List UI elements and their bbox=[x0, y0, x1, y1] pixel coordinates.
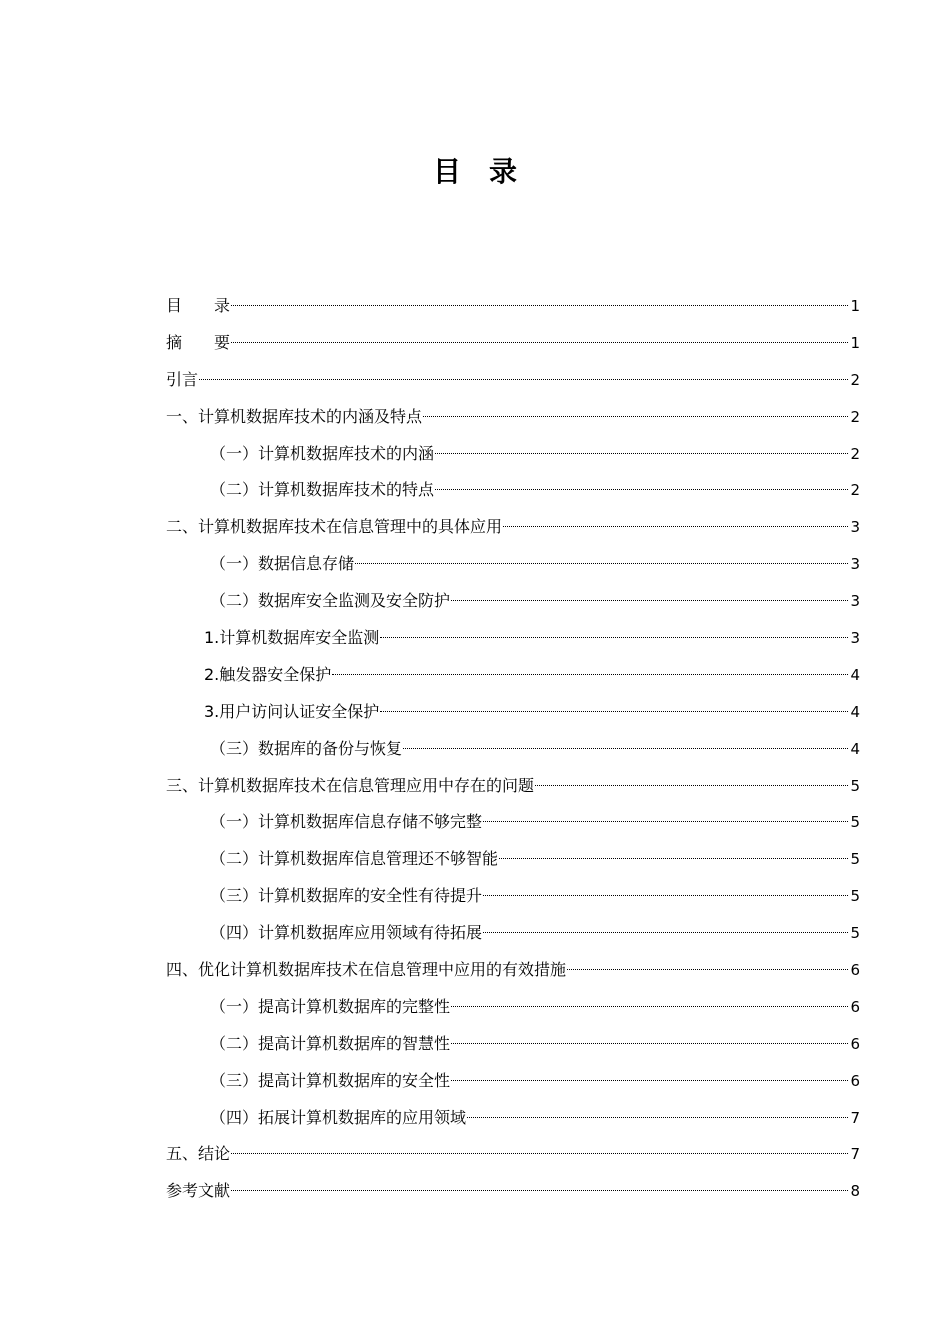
toc-entry[interactable] bbox=[166, 878, 860, 915]
toc-entry[interactable] bbox=[166, 915, 860, 952]
toc-page-number: 5 bbox=[850, 850, 860, 869]
toc-dot-leader bbox=[451, 1006, 848, 1007]
toc-entry[interactable] bbox=[166, 952, 860, 989]
toc-page-number: 5 bbox=[850, 887, 860, 906]
toc-entry-label: （二）提高计算机数据库的智慧性 bbox=[210, 1033, 451, 1053]
toc-page-number: 1 bbox=[850, 333, 860, 352]
toc-entry-label: （二）计算机数据库技术的特点 bbox=[210, 480, 435, 500]
toc-entry[interactable] bbox=[166, 472, 860, 509]
table-of-contents bbox=[166, 288, 860, 1210]
toc-page-number: 4 bbox=[850, 702, 860, 721]
toc-entry-label: 一、计算机数据库技术的内涵及特点 bbox=[166, 406, 423, 426]
toc-entry[interactable] bbox=[166, 1173, 860, 1210]
toc-entry[interactable] bbox=[166, 694, 860, 731]
toc-dot-leader bbox=[503, 526, 848, 527]
toc-entry-label: （一）计算机数据库信息存储不够完整 bbox=[210, 812, 483, 832]
toc-dot-leader bbox=[483, 932, 848, 933]
toc-entry-label: （四）拓展计算机数据库的应用领域 bbox=[210, 1107, 467, 1127]
toc-entry-label: 四、优化计算机数据库技术在信息管理中应用的有效措施 bbox=[166, 960, 567, 980]
toc-dot-leader bbox=[435, 489, 848, 490]
toc-dot-leader bbox=[535, 785, 848, 786]
toc-dot-leader bbox=[483, 821, 848, 822]
toc-entry[interactable] bbox=[166, 288, 860, 325]
toc-entry-label: （一）提高计算机数据库的完整性 bbox=[210, 996, 451, 1016]
toc-page-number: 4 bbox=[850, 665, 860, 684]
toc-dot-leader bbox=[403, 748, 848, 749]
toc-page-number: 8 bbox=[850, 1182, 860, 1201]
toc-page-number: 2 bbox=[850, 370, 860, 389]
toc-entry-label: 摘 要 bbox=[166, 332, 231, 352]
toc-entry-label: 二、计算机数据库技术在信息管理中的具体应用 bbox=[166, 517, 503, 537]
toc-entry[interactable] bbox=[166, 804, 860, 841]
toc-page-number: 6 bbox=[850, 1034, 860, 1053]
toc-entry-label: 2.触发器安全保护 bbox=[204, 664, 332, 684]
toc-dot-leader bbox=[483, 895, 848, 896]
toc-entry-label: （二）计算机数据库信息管理还不够智能 bbox=[210, 849, 499, 869]
toc-dot-leader bbox=[380, 637, 848, 638]
toc-entry-label: 三、计算机数据库技术在信息管理应用中存在的问题 bbox=[166, 775, 535, 795]
toc-dot-leader bbox=[332, 674, 848, 675]
toc-entry-label: （三）计算机数据库的安全性有待提升 bbox=[210, 886, 483, 906]
toc-entry-label: （三）数据库的备份与恢复 bbox=[210, 738, 403, 758]
toc-entry[interactable] bbox=[166, 657, 860, 694]
toc-dot-leader bbox=[231, 1153, 848, 1154]
toc-entry[interactable] bbox=[166, 509, 860, 546]
toc-entry-label: （一）计算机数据库技术的内涵 bbox=[210, 443, 435, 463]
toc-dot-leader bbox=[199, 379, 848, 380]
toc-entry[interactable] bbox=[166, 1026, 860, 1063]
toc-page-number: 6 bbox=[850, 1071, 860, 1090]
toc-page-number: 6 bbox=[850, 961, 860, 980]
toc-entry[interactable] bbox=[166, 399, 860, 436]
toc-page-number: 3 bbox=[850, 555, 860, 574]
toc-dot-leader bbox=[231, 305, 848, 306]
toc-page-number: 7 bbox=[850, 1108, 860, 1127]
toc-dot-leader bbox=[451, 600, 848, 601]
toc-entry-label: 参考文献 bbox=[166, 1181, 231, 1201]
toc-dot-leader bbox=[355, 563, 848, 564]
toc-page-number: 7 bbox=[850, 1145, 860, 1164]
toc-page-number: 5 bbox=[850, 813, 860, 832]
toc-page-number: 5 bbox=[850, 776, 860, 795]
toc-page-number: 3 bbox=[850, 629, 860, 648]
toc-page-number: 5 bbox=[850, 924, 860, 943]
toc-entry[interactable] bbox=[166, 620, 860, 657]
toc-dot-leader bbox=[499, 858, 848, 859]
toc-entry[interactable] bbox=[166, 1136, 860, 1173]
toc-dot-leader bbox=[451, 1080, 848, 1081]
toc-entry-label: 1.计算机数据库安全监测 bbox=[204, 628, 380, 648]
toc-entry-label: （四）计算机数据库应用领域有待拓展 bbox=[210, 923, 483, 943]
toc-entry[interactable] bbox=[166, 1100, 860, 1137]
toc-page-number: 1 bbox=[850, 297, 860, 315]
toc-entry-label: 五、结论 bbox=[166, 1144, 231, 1164]
toc-entry[interactable] bbox=[166, 731, 860, 768]
toc-entry[interactable] bbox=[166, 841, 860, 878]
toc-entry-label: 3.用户访问认证安全保护 bbox=[204, 701, 380, 721]
toc-entry[interactable] bbox=[166, 989, 860, 1026]
toc-page-number: 2 bbox=[850, 481, 860, 500]
toc-page-number: 2 bbox=[850, 444, 860, 463]
toc-entry-label: 目 录 bbox=[166, 296, 231, 315]
toc-entry[interactable] bbox=[166, 362, 860, 399]
toc-entry-label: 引言 bbox=[166, 369, 199, 389]
toc-entry[interactable] bbox=[166, 546, 860, 583]
toc-entry[interactable] bbox=[166, 436, 860, 473]
toc-entry-label: （三）提高计算机数据库的安全性 bbox=[210, 1070, 451, 1090]
toc-entry[interactable] bbox=[166, 325, 860, 362]
page-title: 目 录 bbox=[432, 155, 517, 188]
toc-dot-leader bbox=[231, 342, 848, 343]
toc-dot-leader bbox=[231, 1190, 848, 1191]
toc-entry-label: （二）数据库安全监测及安全防护 bbox=[210, 591, 451, 611]
toc-entry[interactable] bbox=[166, 583, 860, 620]
toc-dot-leader bbox=[380, 711, 848, 712]
toc-page-number: 6 bbox=[850, 997, 860, 1016]
toc-page-number: 4 bbox=[850, 739, 860, 758]
toc-dot-leader bbox=[423, 416, 848, 417]
toc-dot-leader bbox=[567, 969, 848, 970]
toc-page-number: 3 bbox=[850, 592, 860, 611]
toc-page-number: 3 bbox=[850, 518, 860, 537]
toc-dot-leader bbox=[467, 1117, 848, 1118]
toc-dot-leader bbox=[435, 453, 848, 454]
toc-entry[interactable] bbox=[166, 768, 860, 805]
toc-entry[interactable] bbox=[166, 1063, 860, 1100]
toc-entry-label: （一）数据信息存储 bbox=[210, 554, 355, 574]
toc-dot-leader bbox=[451, 1043, 848, 1044]
toc-page-number: 2 bbox=[850, 407, 860, 426]
